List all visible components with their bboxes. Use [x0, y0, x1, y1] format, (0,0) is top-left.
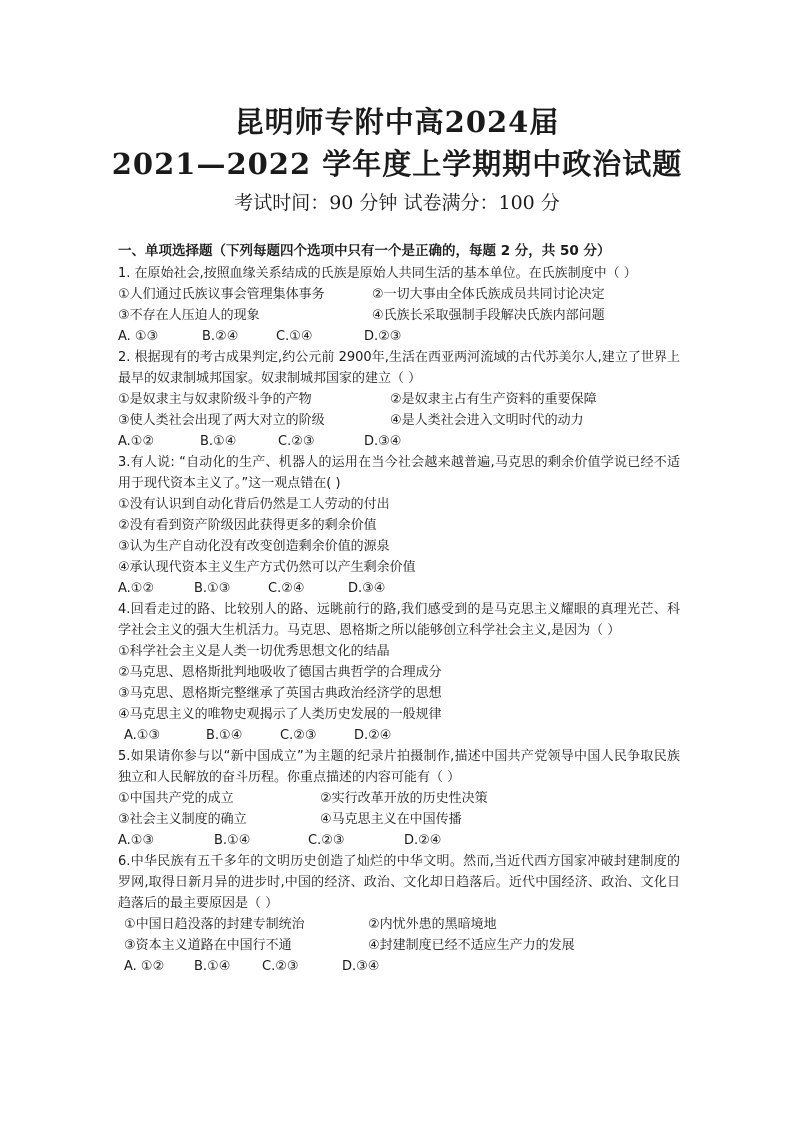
option: ④承认现代资本主义生产方式仍然可以产生剩余价值 [118, 560, 416, 575]
section-heading: 一、单项选择题（下列每题四个选项中只有一个是正确的，每题 2 分，共 50 分） [118, 243, 611, 259]
option: ④封建制度已经不适应生产力的发展 [368, 938, 575, 953]
answer-c: C.①④ [276, 329, 313, 344]
option: ②实行改革开放的历史性决策 [320, 791, 488, 806]
option-row [118, 809, 680, 830]
answer-choices [118, 830, 680, 851]
answer-d: D.②④ [404, 833, 442, 848]
answer-d: D.③④ [364, 434, 402, 449]
answer-a: A.①② [118, 434, 155, 449]
answer-c: C.②③ [278, 434, 315, 449]
question-stem: 6.中华民族有五千多年的文明历史创造了灿烂的中华文明。然而,当近代西方国家冲破封建制度的罗网,取得日新月异的进步时,中国的经济、政治、文化却日趋落后。近代中国经济、政治、文化日趋落后的最主要原因是（ ） [118, 854, 680, 911]
answer-b: B.①③ [194, 581, 231, 596]
option: ①中国日趋没落的封建专制统治 [124, 917, 305, 932]
option-row [118, 284, 680, 305]
answer-d: D.③④ [342, 959, 380, 974]
option: ④氏族长采取强制手段解决氏族内部问题 [372, 308, 605, 323]
option: ③资本主义道路在中国行不通 [124, 938, 292, 953]
option-row [118, 305, 680, 326]
answer-c: C.②③ [262, 959, 299, 974]
option: ③马克思、恩格斯完整继承了英国古典政治经济学的思想 [118, 686, 442, 701]
question-5 [118, 746, 680, 851]
answer-choices [118, 578, 680, 599]
answer-d: D.②③ [364, 329, 402, 344]
option-row [118, 788, 680, 809]
option: ①科学社会主义是人类一切优秀思想文化的结晶 [118, 644, 390, 659]
answer-b: B.②④ [202, 329, 239, 344]
answer-a: A. ①② [124, 959, 165, 974]
answer-choices [118, 725, 680, 746]
option-row [118, 410, 680, 431]
question-stem: 4.回看走过的路、比较别人的路、远眺前行的路,我们感受到的是马克思主义耀眼的真理光芒、科学社会主义的强大生机活力。马克思、恩格斯之所以能够创立科学社会主义,是因为（ ） [118, 602, 680, 638]
option-row [118, 914, 680, 935]
option: ③认为生产自动化没有改变创造剩余价值的源泉 [118, 539, 390, 554]
option: ②马克思、恩格斯批判地吸收了德国古典哲学的合理成分 [118, 665, 442, 680]
answer-d: D.②④ [354, 728, 392, 743]
option: ③社会主义制度的确立 [118, 812, 247, 827]
question-2 [118, 347, 680, 452]
answer-c: C.②③ [280, 728, 317, 743]
answer-choices [118, 326, 680, 347]
answer-a: A. ①③ [118, 329, 159, 344]
answer-a: A.①② [118, 581, 155, 596]
answer-b: B.①④ [194, 959, 231, 974]
answer-b: B.①④ [200, 434, 237, 449]
option: ①是奴隶主与奴隶阶级斗争的产物 [118, 392, 312, 407]
option-row [118, 389, 680, 410]
answer-c: C.②④ [268, 581, 305, 596]
answer-d: D.③④ [348, 581, 386, 596]
answer-a: A.①③ [124, 728, 161, 743]
answer-b: B.①④ [206, 728, 243, 743]
answer-a: A.①③ [118, 833, 155, 848]
option-row [118, 935, 680, 956]
question-stem: 1. 在原始社会,按照血缘关系结成的氏族是原始人共同生活的基本单位。在氏族制度中（ ） [118, 266, 637, 281]
answer-b: B.①④ [214, 833, 251, 848]
option: ④是人类社会进入文明时代的动力 [390, 413, 584, 428]
answer-choices [118, 431, 680, 452]
option: ①人们通过氏族议事会管理集体事务 [118, 287, 325, 302]
question-stem: 5.如果请你参与以“新中国成立”为主题的纪录片拍摄制作,描述中国共产党领导中国人民争取民族独立和人民解放的奋斗历程。你重点描述的内容可能有（ ） [118, 749, 680, 785]
question-stem: 3.有人说: “自动化的生产、机器人的运用在当今社会越来越普遍,马克思的剩余价值学说已经不适用于现代资本主义了。”这一观点错在( ) [118, 455, 680, 491]
question-3 [118, 452, 680, 599]
option: ③不存在人压迫人的现象 [118, 308, 260, 323]
answer-choices [118, 956, 680, 977]
option: ②内忧外患的黑暗境地 [368, 917, 497, 932]
question-list [118, 241, 680, 977]
exam-info: 考试时间：90 分钟 试卷满分：100 分 [234, 192, 560, 214]
option: ③使人类社会出现了两大对立的阶级 [118, 413, 325, 428]
option: ④马克思主义在中国传播 [320, 812, 462, 827]
question-4 [118, 599, 680, 746]
question-1 [118, 263, 680, 347]
option: ②一切大事由全体氏族成员共同讨论决定 [372, 287, 605, 302]
option: ②没有看到资产阶级因此获得更多的剩余价值 [118, 518, 377, 533]
exam-title: 2021—2022 学年度上学期期中政治试题 [111, 147, 683, 181]
option: ①中国共产党的成立 [118, 791, 234, 806]
question-stem: 2. 根据现有的考古成果判定,约公元前 2900年,生活在西亚两河流域的古代苏美尔人,建立了世界上最早的奴隶制城邦国家。奴隶制城邦国家的建立（ ） [118, 350, 680, 386]
school-title: 昆明师专附中高2024届 [234, 105, 560, 139]
option: ①没有认识到自动化背后仍然是工人劳动的付出 [118, 497, 390, 512]
option: ②是奴隶主占有生产资料的重要保障 [390, 392, 597, 407]
answer-c: C.②③ [308, 833, 345, 848]
question-6 [118, 851, 680, 977]
option: ④马克思主义的唯物史观揭示了人类历史发展的一般规律 [118, 707, 442, 722]
